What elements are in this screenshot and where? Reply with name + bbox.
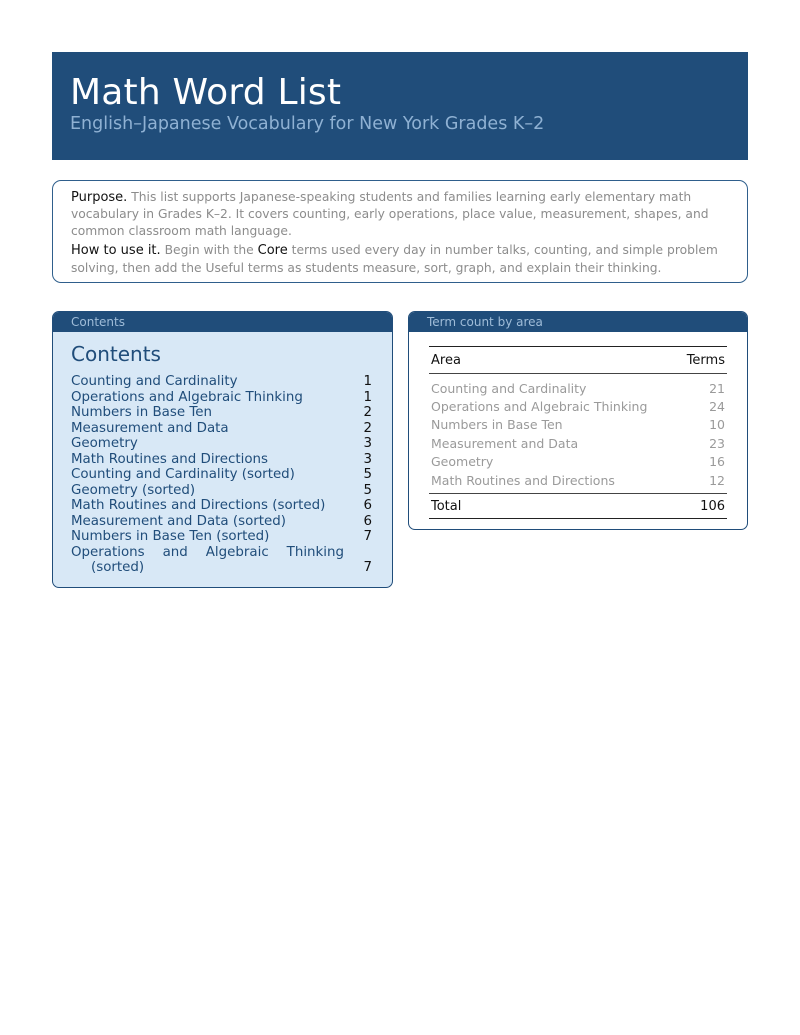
terms-cell: 21 [709,380,725,396]
intro-box [52,180,748,283]
title-banner [52,52,748,160]
toc-page-number: 5 [363,467,372,482]
howto-paragraph [71,242,729,276]
purpose-label: Purpose. [71,190,128,205]
table-row [429,397,727,415]
toc-item[interactable] [71,436,372,452]
howto-label: How to use it. [71,243,161,259]
toc-item-label: Numbers in Base Ten [71,405,212,420]
total-value: 106 [679,494,727,519]
toc-page-number: 6 [363,513,372,529]
toc-word: and [162,544,188,560]
term-count-panel [408,311,748,530]
howto-core-term: Core [257,243,288,259]
toc-page-number: 3 [363,436,372,451]
toc-item-label: Counting and Cardinality (sorted) [71,467,295,482]
toc-item-label: Counting and Cardinality [71,374,238,389]
terms-cell: 12 [709,472,725,488]
toc-word: Operations [71,544,145,560]
howto-text-before: Begin with the [164,243,254,258]
area-cell: Counting and Cardinality [431,380,587,396]
toc-item[interactable] [71,374,372,390]
toc-item-label: Measurement and Data (sorted) [71,513,286,529]
toc-item[interactable] [71,390,372,406]
contents-list [53,374,392,576]
toc-item-continuation: (sorted) [91,560,145,575]
contents-tab: Contents [53,312,392,332]
toc-item-label: Measurement and Data [71,420,229,436]
toc-item-label: Geometry (sorted) [71,482,196,498]
contents-panel [52,311,393,588]
purpose-paragraph [71,189,729,239]
terms-cell: 24 [709,399,725,415]
toc-item[interactable] [71,421,372,437]
total-row [429,494,727,519]
toc-word: Algebraic [205,544,269,560]
area-cell: Numbers in Base Ten [431,417,563,433]
table-row [429,453,727,471]
toc-page-number: 7 [363,560,372,575]
contents-heading: Contents [71,342,161,366]
terms-cell: 10 [709,417,725,433]
area-cell: Measurement and Data [431,435,579,451]
toc-item[interactable] [71,452,372,468]
table-row [429,434,727,452]
toc-page-number: 1 [363,374,372,389]
toc-page-number: 2 [363,405,372,420]
toc-item-label: Math Routines and Directions [71,451,268,467]
toc-item-label: Numbers in Base Ten (sorted) [71,529,270,544]
page-title: Math Word List [70,72,342,113]
area-cell: Geometry [431,454,494,470]
term-count-table [429,346,727,519]
toc-item[interactable] [71,545,372,576]
toc-item-label: Geometry [71,436,138,451]
area-cell: Math Routines and Directions [431,472,615,488]
terms-cell: 16 [709,454,725,470]
toc-page-number: 7 [363,529,372,544]
toc-item[interactable] [71,405,372,421]
toc-item[interactable] [71,467,372,483]
table-row [429,471,727,494]
toc-page-number: 1 [363,389,372,405]
toc-page-number: 3 [363,451,372,467]
toc-page-number: 2 [363,420,372,436]
toc-item[interactable] [71,483,372,499]
toc-item[interactable] [71,498,372,514]
toc-word: Thinking [286,544,344,560]
toc-item-label: Math Routines and Directions (sorted) [71,498,326,513]
table-row [429,416,727,434]
table-row [429,374,727,398]
toc-item[interactable] [71,529,372,545]
page-subtitle: English–Japanese Vocabulary for New York Grades K–2 [70,114,545,134]
toc-page-number: 5 [363,482,372,498]
column-header-terms: Terms [679,347,727,374]
total-label: Total [429,494,679,519]
toc-item[interactable] [71,514,372,530]
terms-cell: 23 [709,435,725,451]
table-header-row [429,347,727,374]
toc-item-label: Operations and Algebraic Thinking [71,389,303,405]
column-header-area: Area [429,347,679,374]
term-count-body [429,374,727,519]
term-count-tab: Term count by area [409,312,747,332]
purpose-text: This list supports Japanese-speaking students and families learning early elementary math vocabulary in Grades K–2. It covers counting, early operations, place value, measurement, shapes, and common classroom math language. [71,190,709,238]
howto-text-after: terms used every day in number talks, counting, and simple problem solving, then add the Useful terms as students measure, sort, graph, and explain their thinking. [71,243,718,275]
area-cell: Operations and Algebraic Thinking [431,399,648,415]
toc-item-first-line [71,545,344,561]
toc-page-number: 6 [363,498,372,513]
